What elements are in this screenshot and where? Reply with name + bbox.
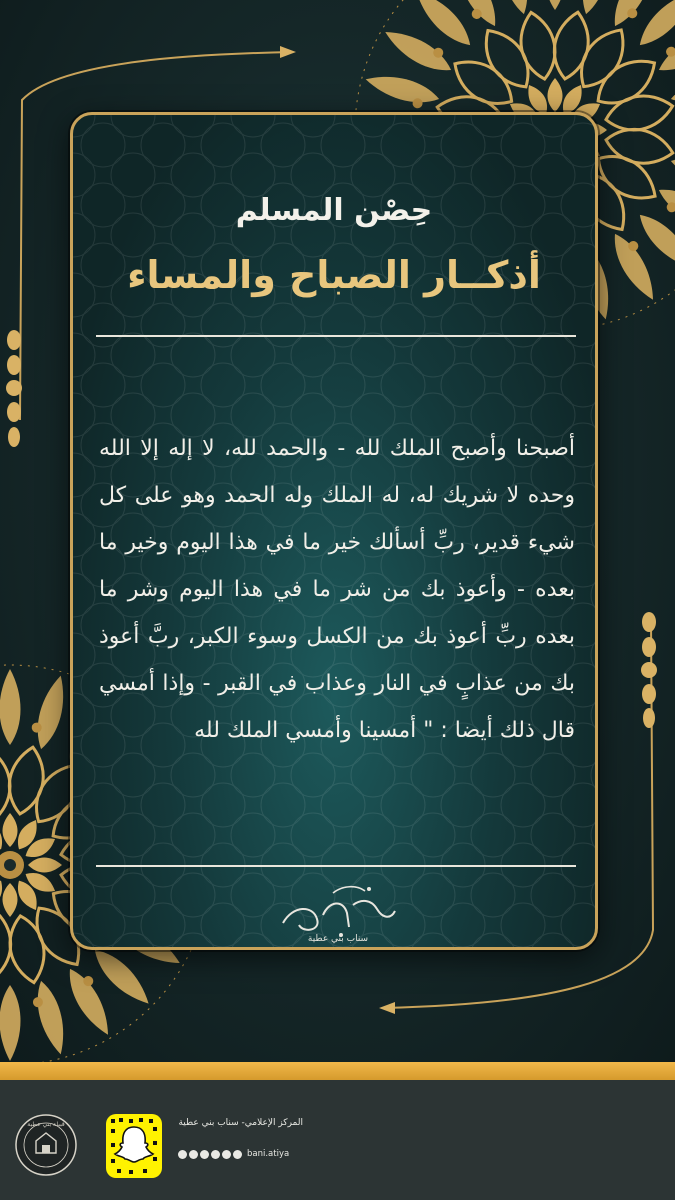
dhikr-card bbox=[70, 112, 598, 950]
snapchat-code-icon[interactable] bbox=[105, 1113, 163, 1179]
footer-bar bbox=[0, 1080, 675, 1200]
dhikr-text: أصبحنا وأصبح الملك لله - والحمد لله، لا إله إلا الله وحده لا شريك له، له الملك وله الحمد وهو على كل شيء قدير، ربِّ أسألك خير ما في هذا اليوم وخير ما بعده - وأعوذ بك من شر ما في هذا اليوم وشر ما بعده ربِّ أعوذ بك من الكسل وسوء الكبر، ربَّ أعوذ بك من عذابٍ في النار وعذاب في القبر - وإذا أمسي قال ذلك أيضا : " أمسينا وأمسي الملك لله bbox=[99, 436, 575, 743]
signature-text: سناب بني عطية bbox=[307, 934, 369, 944]
logo-text: قبيلة بني عطية bbox=[27, 1121, 65, 1128]
snapchat-icon[interactable] bbox=[178, 1150, 187, 1159]
twitter-icon[interactable] bbox=[211, 1150, 220, 1159]
divider-top bbox=[96, 335, 576, 337]
instagram-icon[interactable] bbox=[200, 1150, 209, 1159]
divider-bottom bbox=[96, 865, 576, 867]
social-links bbox=[178, 1147, 289, 1161]
media-center-name: المركز الإعلامي- سناب بني عطية bbox=[178, 1118, 303, 1128]
web-icon[interactable] bbox=[233, 1150, 242, 1159]
page-subtitle: أذكــار الصباح والمساء bbox=[127, 253, 541, 297]
facebook-icon[interactable] bbox=[189, 1150, 198, 1159]
signature-logo bbox=[273, 875, 403, 945]
tribe-logo[interactable] bbox=[14, 1113, 78, 1177]
footer-gold-stripe bbox=[0, 1062, 675, 1080]
youtube-icon[interactable] bbox=[222, 1150, 231, 1159]
social-handle[interactable]: bani.atiya bbox=[247, 1149, 290, 1159]
page-title: حِصْن المسلم bbox=[235, 193, 433, 228]
